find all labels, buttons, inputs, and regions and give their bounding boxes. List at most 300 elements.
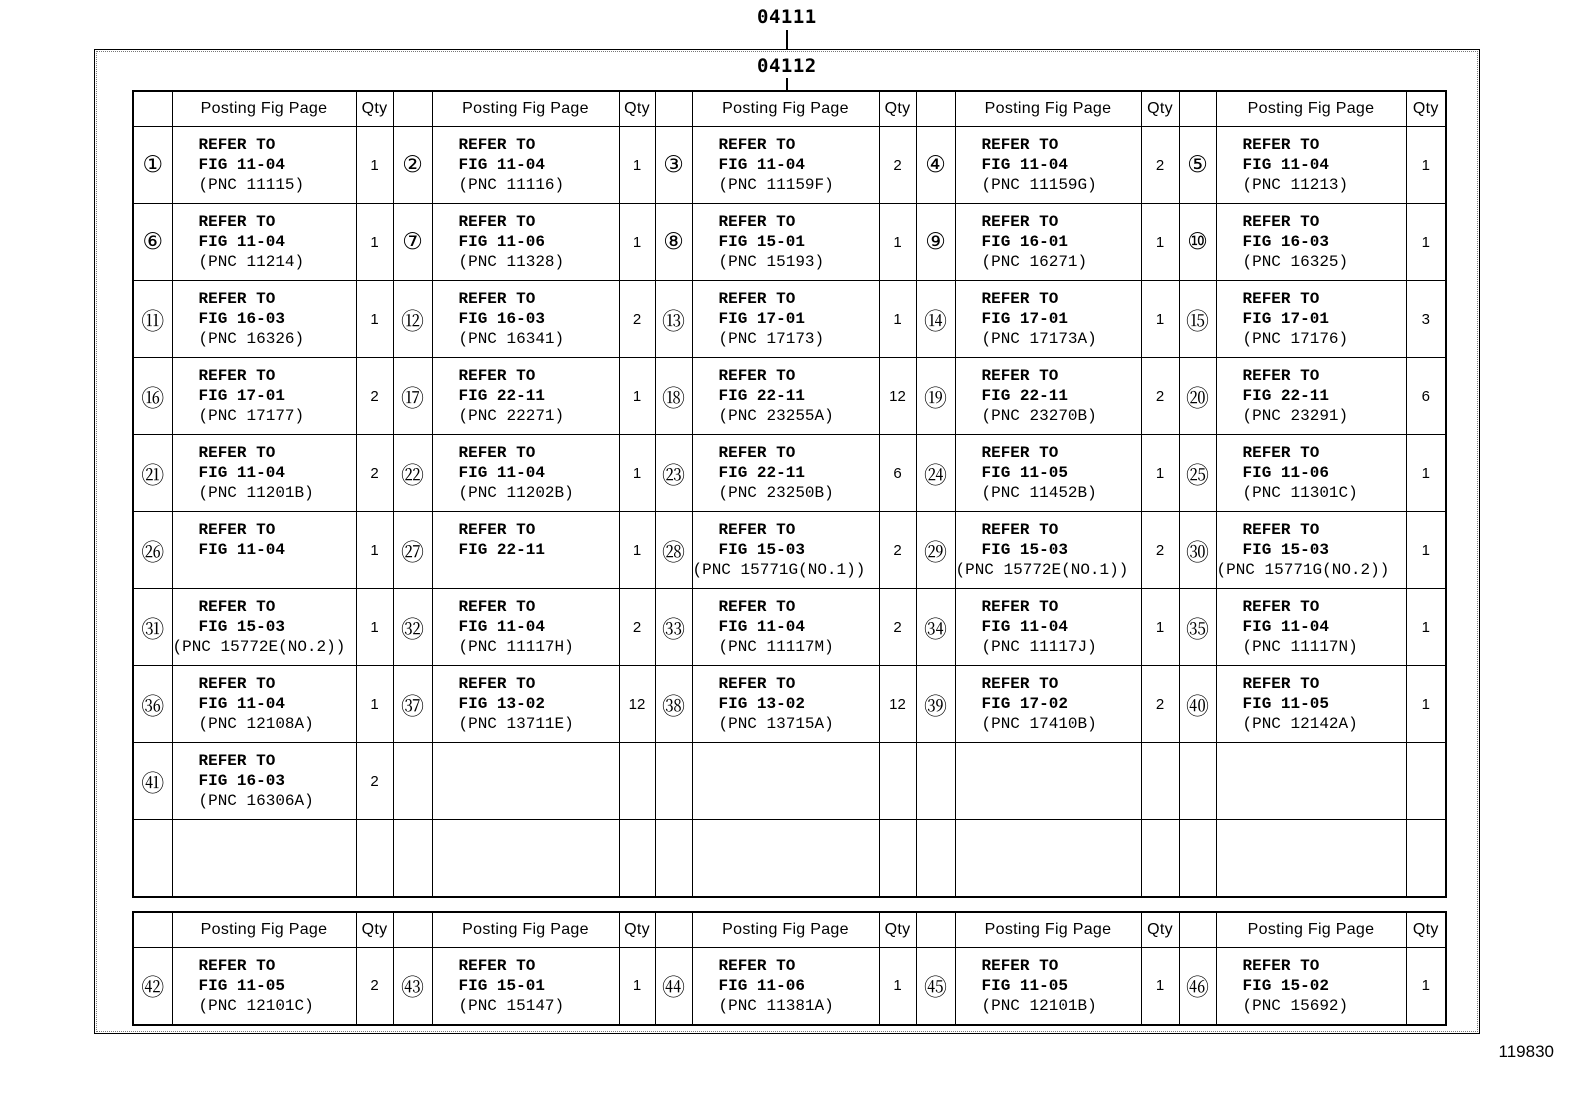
table-row bbox=[133, 743, 1446, 820]
fig-text: FIG 16-03 bbox=[198, 310, 285, 328]
qty-value: 1 bbox=[1406, 948, 1446, 1025]
header-empty bbox=[133, 91, 172, 127]
pnc-text: (PNC 17173A) bbox=[981, 330, 1097, 348]
posting-reference bbox=[172, 512, 356, 589]
header-posting-fig-page: Posting Fig Page bbox=[172, 912, 356, 948]
posting-reference bbox=[172, 204, 356, 281]
fig-text: FIG 17-01 bbox=[981, 310, 1068, 328]
qty-value: 1 bbox=[1141, 589, 1179, 666]
refer-text: REFER TO bbox=[198, 521, 276, 539]
fig-text: FIG 11-04 bbox=[198, 695, 285, 713]
refer-text: REFER TO bbox=[981, 956, 1059, 975]
pnc-text bbox=[459, 560, 619, 580]
callout-number: ㉕ bbox=[1179, 435, 1216, 512]
pnc-text: (PNC 16271) bbox=[981, 253, 1088, 271]
callout-number bbox=[916, 820, 955, 897]
posting-reference bbox=[955, 589, 1141, 666]
qty-value bbox=[1141, 743, 1179, 820]
pnc-text: (PNC 16341) bbox=[458, 330, 565, 348]
qty-value: 1 bbox=[879, 948, 916, 1025]
fig-text: FIG 15-03 bbox=[198, 618, 285, 636]
qty-value: 1 bbox=[356, 666, 393, 743]
callout-number: ㉒ bbox=[393, 435, 432, 512]
posting-reference bbox=[692, 435, 879, 512]
pnc-text: (PNC 11159G) bbox=[981, 176, 1097, 194]
callout-number: ③ bbox=[655, 127, 692, 204]
pnc-text: (PNC 11202B) bbox=[458, 484, 574, 502]
qty-value: 1 bbox=[879, 281, 916, 358]
refer-text: REFER TO bbox=[1242, 675, 1320, 693]
fig-text: FIG 11-04 bbox=[1242, 618, 1329, 636]
callout-number: ⑨ bbox=[916, 204, 955, 281]
callout-number bbox=[655, 820, 692, 897]
fig-text: FIG 11-04 bbox=[718, 156, 805, 174]
pnc-text: (PNC 17176) bbox=[1242, 330, 1349, 348]
pnc-text: (PNC 15147) bbox=[458, 996, 565, 1015]
pnc-text: (PNC 16306A) bbox=[198, 792, 314, 810]
posting-reference bbox=[1216, 435, 1406, 512]
refer-text: REFER TO bbox=[981, 675, 1059, 693]
pnc-text: (PNC 22271) bbox=[458, 407, 565, 425]
qty-value bbox=[879, 820, 916, 897]
additional-parts-table bbox=[132, 911, 1447, 1026]
callout-number: ⑯ bbox=[133, 358, 172, 435]
fig-text: FIG 17-01 bbox=[198, 387, 285, 405]
pnc-text: (PNC 23270B) bbox=[981, 407, 1097, 425]
qty-value bbox=[356, 820, 393, 897]
table-row bbox=[133, 127, 1446, 204]
qty-value: 1 bbox=[1406, 435, 1446, 512]
qty-value: 1 bbox=[356, 281, 393, 358]
fig-text: FIG 11-06 bbox=[458, 233, 545, 251]
posting-reference bbox=[1216, 743, 1406, 820]
callout-number: ㊴ bbox=[916, 666, 955, 743]
fig-text: FIG 11-05 bbox=[1242, 695, 1329, 713]
refer-text: REFER TO bbox=[458, 290, 536, 308]
refer-text: REFER TO bbox=[458, 444, 536, 462]
callout-number: ㉞ bbox=[916, 589, 955, 666]
qty-value: 12 bbox=[619, 666, 655, 743]
outer-leader-line bbox=[786, 30, 788, 49]
pnc-text: (PNC 23250B) bbox=[718, 484, 834, 502]
callout-number: ⑧ bbox=[655, 204, 692, 281]
refer-text: REFER TO bbox=[1242, 521, 1320, 539]
table-header-row bbox=[133, 91, 1446, 127]
callout-number: ⑭ bbox=[916, 281, 955, 358]
posting-reference bbox=[692, 358, 879, 435]
callout-number: ⑰ bbox=[393, 358, 432, 435]
pnc-text: (PNC 15772E(NO.1)) bbox=[955, 561, 1129, 579]
fig-text: FIG 11-04 bbox=[1242, 156, 1329, 174]
refer-text: REFER TO bbox=[198, 956, 276, 975]
pnc-text: (PNC 15193) bbox=[718, 253, 825, 271]
callout-number: ㊹ bbox=[655, 948, 692, 1025]
refer-text: REFER TO bbox=[458, 367, 536, 385]
callout-number: ㉑ bbox=[133, 435, 172, 512]
qty-value: 1 bbox=[619, 127, 655, 204]
callout-number: ㊲ bbox=[393, 666, 432, 743]
posting-reference bbox=[955, 948, 1141, 1025]
fig-text: FIG 11-06 bbox=[1242, 464, 1329, 482]
posting-reference bbox=[692, 589, 879, 666]
refer-text: REFER TO bbox=[1242, 213, 1320, 231]
callout-number: ⑤ bbox=[1179, 127, 1216, 204]
pnc-text: (PNC 11117N) bbox=[1242, 638, 1358, 656]
qty-value: 12 bbox=[879, 358, 916, 435]
refer-text: REFER TO bbox=[981, 598, 1059, 616]
fig-text: FIG 17-01 bbox=[1242, 310, 1329, 328]
refer-text: REFER TO bbox=[718, 598, 796, 616]
qty-value: 1 bbox=[619, 204, 655, 281]
posting-reference bbox=[172, 127, 356, 204]
refer-text: REFER TO bbox=[458, 136, 536, 154]
pnc-text: (PNC 12101B) bbox=[981, 996, 1097, 1015]
posting-reference bbox=[955, 435, 1141, 512]
qty-value: 1 bbox=[1406, 127, 1446, 204]
header-empty bbox=[133, 912, 172, 948]
fig-text: FIG 11-04 bbox=[198, 541, 285, 559]
header-empty bbox=[1179, 912, 1216, 948]
refer-text: REFER TO bbox=[981, 213, 1059, 231]
posting-reference bbox=[432, 666, 619, 743]
fig-text: FIG 15-01 bbox=[718, 233, 805, 251]
pnc-text: (PNC 15772E(NO.2)) bbox=[172, 638, 346, 656]
callout-number bbox=[393, 820, 432, 897]
pnc-text: (PNC 15771G(NO.2)) bbox=[1216, 561, 1390, 579]
qty-value: 12 bbox=[879, 666, 916, 743]
callout-number: ㉜ bbox=[393, 589, 432, 666]
refer-text: REFER TO bbox=[198, 290, 276, 308]
qty-value: 1 bbox=[1406, 589, 1446, 666]
callout-number: ㉘ bbox=[655, 512, 692, 589]
qty-value: 2 bbox=[879, 589, 916, 666]
callout-number: ⑥ bbox=[133, 204, 172, 281]
qty-value: 2 bbox=[879, 127, 916, 204]
header-empty bbox=[393, 912, 432, 948]
refer-text: REFER TO bbox=[198, 444, 276, 462]
header-qty: Qty bbox=[356, 91, 393, 127]
posting-reference bbox=[432, 281, 619, 358]
posting-reference bbox=[955, 281, 1141, 358]
callout-number: ㊱ bbox=[133, 666, 172, 743]
callout-number: ④ bbox=[916, 127, 955, 204]
callout-number: ① bbox=[133, 127, 172, 204]
qty-value bbox=[1406, 743, 1446, 820]
posting-reference bbox=[1216, 666, 1406, 743]
fig-text: FIG 22-11 bbox=[981, 387, 1068, 405]
posting-reference bbox=[955, 666, 1141, 743]
refer-text: REFER TO bbox=[981, 521, 1059, 539]
pnc-text: (PNC 11213) bbox=[1242, 176, 1349, 194]
refer-text: REFER TO bbox=[718, 213, 796, 231]
qty-value: 1 bbox=[356, 512, 393, 589]
pnc-text: (PNC 13711E) bbox=[458, 715, 574, 733]
fig-text: FIG 11-04 bbox=[198, 464, 285, 482]
callout-number: ㉖ bbox=[133, 512, 172, 589]
fig-text: FIG 15-03 bbox=[718, 541, 805, 559]
parts-reference-table bbox=[132, 90, 1447, 898]
header-posting-fig-page: Posting Fig Page bbox=[432, 91, 619, 127]
pnc-text: (PNC 11117J) bbox=[981, 638, 1097, 656]
header-posting-fig-page: Posting Fig Page bbox=[1216, 91, 1406, 127]
refer-text: REFER TO bbox=[718, 367, 796, 385]
qty-value: 6 bbox=[879, 435, 916, 512]
fig-text: FIG 16-03 bbox=[1242, 233, 1329, 251]
fig-text: FIG 15-03 bbox=[981, 541, 1068, 559]
posting-reference bbox=[1216, 589, 1406, 666]
table-row bbox=[133, 358, 1446, 435]
posting-reference bbox=[692, 204, 879, 281]
header-qty: Qty bbox=[1406, 912, 1446, 948]
posting-reference bbox=[1216, 948, 1406, 1025]
callout-number: ⑱ bbox=[655, 358, 692, 435]
refer-text: REFER TO bbox=[981, 367, 1059, 385]
qty-value: 1 bbox=[619, 512, 655, 589]
pnc-text: (PNC 23291) bbox=[1242, 407, 1349, 425]
pnc-text: (PNC 11328) bbox=[458, 253, 565, 271]
qty-value: 6 bbox=[1406, 358, 1446, 435]
posting-reference bbox=[1216, 820, 1406, 897]
posting-reference bbox=[432, 948, 619, 1025]
pnc-text: (PNC 13715A) bbox=[718, 715, 834, 733]
callout-number: ⑳ bbox=[1179, 358, 1216, 435]
refer-text: REFER TO bbox=[198, 675, 276, 693]
outer-assembly-label: 04111 bbox=[757, 6, 817, 28]
header-qty: Qty bbox=[356, 912, 393, 948]
callout-number: ㊶ bbox=[133, 743, 172, 820]
callout-number: ㊻ bbox=[1179, 948, 1216, 1025]
fig-text: FIG 15-02 bbox=[1242, 976, 1329, 995]
fig-text: FIG 11-04 bbox=[198, 233, 285, 251]
refer-text: REFER TO bbox=[1242, 598, 1320, 616]
header-empty bbox=[916, 912, 955, 948]
callout-number bbox=[1179, 820, 1216, 897]
qty-value: 2 bbox=[619, 589, 655, 666]
qty-value: 3 bbox=[1406, 281, 1446, 358]
header-qty: Qty bbox=[879, 912, 916, 948]
header-qty: Qty bbox=[1141, 912, 1179, 948]
fig-text: FIG 11-04 bbox=[981, 156, 1068, 174]
refer-text: REFER TO bbox=[718, 675, 796, 693]
posting-reference bbox=[692, 743, 879, 820]
pnc-text: (PNC 11381A) bbox=[718, 996, 834, 1015]
posting-reference bbox=[955, 127, 1141, 204]
fig-text: FIG 13-02 bbox=[458, 695, 545, 713]
qty-value: 1 bbox=[1406, 204, 1446, 281]
callout-number: ⑲ bbox=[916, 358, 955, 435]
header-empty bbox=[916, 91, 955, 127]
posting-reference bbox=[432, 204, 619, 281]
figure-number: 119830 bbox=[1498, 1042, 1554, 1061]
callout-number: ⑫ bbox=[393, 281, 432, 358]
callout-number: ㉗ bbox=[393, 512, 432, 589]
posting-reference bbox=[172, 743, 356, 820]
refer-text: REFER TO bbox=[1242, 136, 1320, 154]
posting-reference bbox=[172, 948, 356, 1025]
posting-reference bbox=[172, 820, 356, 897]
refer-text: REFER TO bbox=[1242, 290, 1320, 308]
qty-value: 1 bbox=[356, 127, 393, 204]
posting-reference bbox=[172, 666, 356, 743]
posting-reference bbox=[172, 589, 356, 666]
pnc-text: (PNC 11115) bbox=[198, 176, 305, 194]
fig-text: FIG 11-05 bbox=[198, 976, 285, 995]
refer-text: REFER TO bbox=[981, 136, 1059, 154]
posting-reference bbox=[955, 512, 1141, 589]
qty-value: 1 bbox=[1141, 435, 1179, 512]
callout-number: ⑮ bbox=[1179, 281, 1216, 358]
table-row bbox=[133, 435, 1446, 512]
pnc-text: (PNC 15692) bbox=[1242, 996, 1349, 1015]
fig-text: FIG 11-04 bbox=[718, 618, 805, 636]
pnc-text: (PNC 23255A) bbox=[718, 407, 834, 425]
callout-number: ⑩ bbox=[1179, 204, 1216, 281]
callout-number: ㊺ bbox=[916, 948, 955, 1025]
pnc-text: (PNC 11117M) bbox=[718, 638, 834, 656]
refer-text: REFER TO bbox=[458, 598, 536, 616]
posting-reference bbox=[432, 127, 619, 204]
qty-value: 1 bbox=[1141, 948, 1179, 1025]
qty-value: 2 bbox=[356, 948, 393, 1025]
callout-number bbox=[655, 743, 692, 820]
posting-reference bbox=[955, 820, 1141, 897]
fig-text: FIG 17-02 bbox=[981, 695, 1068, 713]
qty-value bbox=[1141, 820, 1179, 897]
callout-number bbox=[133, 820, 172, 897]
posting-reference bbox=[692, 127, 879, 204]
refer-text: REFER TO bbox=[1242, 444, 1320, 462]
pnc-text: (PNC 12101C) bbox=[198, 996, 314, 1015]
refer-text: REFER TO bbox=[198, 136, 276, 154]
table-row bbox=[133, 589, 1446, 666]
callout-number: ㉔ bbox=[916, 435, 955, 512]
refer-text: REFER TO bbox=[718, 444, 796, 462]
pnc-text: (PNC 11452B) bbox=[981, 484, 1097, 502]
qty-value: 2 bbox=[356, 435, 393, 512]
callout-number: ⑦ bbox=[393, 204, 432, 281]
refer-text: REFER TO bbox=[198, 752, 276, 770]
posting-reference bbox=[432, 435, 619, 512]
refer-text: REFER TO bbox=[1242, 367, 1320, 385]
refer-text: REFER TO bbox=[981, 290, 1059, 308]
callout-number: ㉓ bbox=[655, 435, 692, 512]
fig-text: FIG 11-05 bbox=[981, 464, 1068, 482]
header-qty: Qty bbox=[1141, 91, 1179, 127]
posting-reference bbox=[692, 948, 879, 1025]
fig-text: FIG 22-11 bbox=[458, 541, 545, 559]
header-posting-fig-page: Posting Fig Page bbox=[1216, 912, 1406, 948]
qty-value: 1 bbox=[1141, 204, 1179, 281]
fig-text: FIG 17-01 bbox=[718, 310, 805, 328]
qty-value: 2 bbox=[1141, 358, 1179, 435]
qty-value: 1 bbox=[356, 204, 393, 281]
qty-value: 2 bbox=[356, 358, 393, 435]
fig-text: FIG 16-03 bbox=[198, 772, 285, 790]
posting-reference bbox=[955, 743, 1141, 820]
fig-text: FIG 11-04 bbox=[458, 156, 545, 174]
posting-reference bbox=[955, 358, 1141, 435]
fig-text: FIG 11-06 bbox=[718, 976, 805, 995]
header-posting-fig-page: Posting Fig Page bbox=[692, 91, 879, 127]
refer-text: REFER TO bbox=[718, 136, 796, 154]
qty-value bbox=[1406, 820, 1446, 897]
callout-number bbox=[1179, 743, 1216, 820]
qty-value: 2 bbox=[1141, 512, 1179, 589]
qty-value: 1 bbox=[1406, 512, 1446, 589]
pnc-text: (PNC 12142A) bbox=[1242, 715, 1358, 733]
callout-number: ㊵ bbox=[1179, 666, 1216, 743]
callout-number: ⑬ bbox=[655, 281, 692, 358]
posting-reference bbox=[1216, 512, 1406, 589]
posting-reference bbox=[172, 358, 356, 435]
table-row bbox=[133, 948, 1446, 1025]
qty-value bbox=[619, 820, 655, 897]
qty-value: 2 bbox=[356, 743, 393, 820]
pnc-text: (PNC 16326) bbox=[198, 330, 305, 348]
qty-value: 1 bbox=[356, 589, 393, 666]
qty-value bbox=[619, 743, 655, 820]
header-qty: Qty bbox=[879, 91, 916, 127]
posting-reference bbox=[432, 743, 619, 820]
pnc-text: (PNC 12108A) bbox=[198, 715, 314, 733]
pnc-text: (PNC 16325) bbox=[1242, 253, 1349, 271]
callout-number: ㉝ bbox=[655, 589, 692, 666]
refer-text: REFER TO bbox=[718, 521, 796, 539]
fig-text: FIG 16-03 bbox=[458, 310, 545, 328]
posting-reference bbox=[432, 512, 619, 589]
table-row bbox=[133, 820, 1446, 897]
qty-value: 2 bbox=[1141, 666, 1179, 743]
callout-number: ㊸ bbox=[393, 948, 432, 1025]
callout-number: ㊳ bbox=[655, 666, 692, 743]
refer-text: REFER TO bbox=[458, 675, 536, 693]
refer-text: REFER TO bbox=[718, 956, 796, 975]
posting-reference bbox=[1216, 127, 1406, 204]
header-posting-fig-page: Posting Fig Page bbox=[955, 912, 1141, 948]
header-posting-fig-page: Posting Fig Page bbox=[172, 91, 356, 127]
pnc-text: (PNC 17177) bbox=[198, 407, 305, 425]
header-empty bbox=[655, 912, 692, 948]
pnc-text bbox=[199, 560, 356, 580]
table-row bbox=[133, 666, 1446, 743]
qty-value: 1 bbox=[619, 435, 655, 512]
table-row bbox=[133, 512, 1446, 589]
pnc-text: (PNC 17173) bbox=[718, 330, 825, 348]
qty-value: 1 bbox=[1141, 281, 1179, 358]
header-qty: Qty bbox=[619, 91, 655, 127]
pnc-text: (PNC 11301C) bbox=[1242, 484, 1358, 502]
table-header-row bbox=[133, 912, 1446, 948]
posting-reference bbox=[692, 512, 879, 589]
qty-value: 1 bbox=[879, 204, 916, 281]
pnc-text: (PNC 11159F) bbox=[718, 176, 834, 194]
inner-assembly-label: 04112 bbox=[757, 55, 817, 77]
posting-reference bbox=[1216, 358, 1406, 435]
qty-value: 2 bbox=[879, 512, 916, 589]
refer-text: REFER TO bbox=[198, 598, 276, 616]
header-empty bbox=[393, 91, 432, 127]
qty-value: 2 bbox=[619, 281, 655, 358]
pnc-text: (PNC 11117H) bbox=[458, 638, 574, 656]
fig-text: FIG 15-03 bbox=[1242, 541, 1329, 559]
header-empty bbox=[655, 91, 692, 127]
callout-number: ② bbox=[393, 127, 432, 204]
callout-number: ㉚ bbox=[1179, 512, 1216, 589]
header-qty: Qty bbox=[1406, 91, 1446, 127]
pnc-text: (PNC 11201B) bbox=[198, 484, 314, 502]
callout-number: ⑪ bbox=[133, 281, 172, 358]
fig-text: FIG 11-04 bbox=[458, 618, 545, 636]
